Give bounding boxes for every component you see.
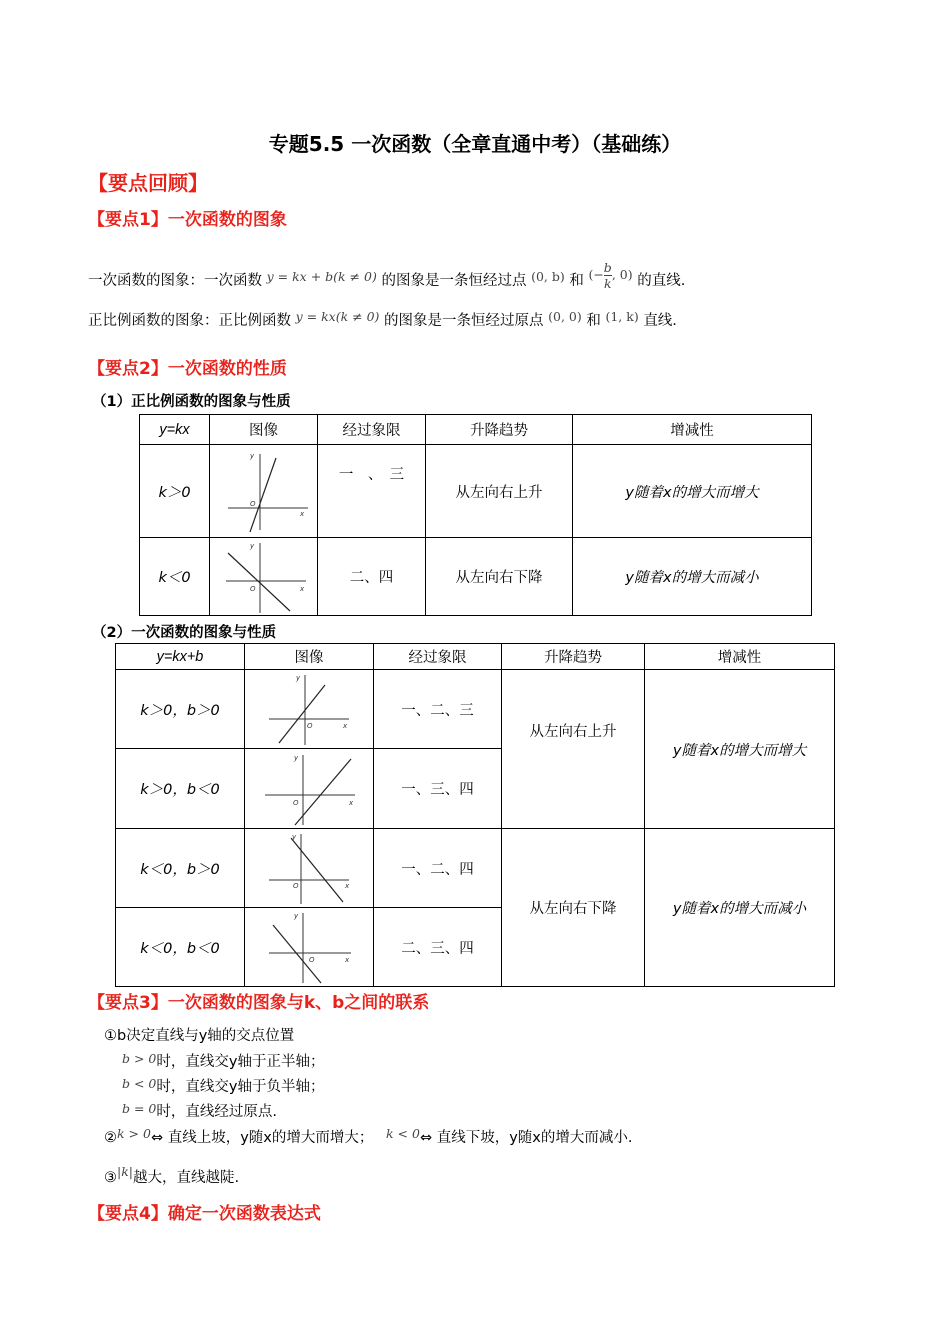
table2-header-monotonicity: 增减性	[645, 644, 835, 670]
table1-caption: （1）正比例函数的图象与性质	[92, 394, 291, 410]
b-zero-math: b = 0	[122, 1101, 157, 1116]
graph-falling-through-origin	[214, 539, 314, 615]
table1-header-trend: 升降趋势	[426, 415, 573, 445]
table2-cond-row3: k＜0，b＞0	[116, 829, 245, 908]
y-axis-label: y	[249, 541, 254, 550]
y-axis-label: y	[292, 833, 297, 841]
k-positive-math: k > 0	[117, 1126, 151, 1141]
point1-line2-mid: 的图象是一条恒经过原点	[384, 313, 544, 329]
point3-b-negative	[122, 1075, 324, 1096]
table-row	[140, 538, 812, 616]
origin-label: O	[249, 500, 256, 508]
graph-rising-through-origin	[214, 448, 314, 534]
table2-caption: （2）一次函数的图象与性质	[92, 625, 277, 641]
table2-cond-row1: k＞0，b＞0	[116, 670, 245, 749]
point3-b-positive	[122, 1050, 324, 1071]
table1-quadrants-k-negative: 二、四	[318, 538, 426, 616]
fraction-b-over-k	[604, 260, 612, 291]
table1-quadrants-k-positive: 一 、 三	[318, 445, 426, 538]
table2-graph-row4	[245, 908, 374, 987]
point3-item3	[104, 1166, 239, 1187]
origin-label: O	[309, 956, 315, 964]
table1-trend-k-negative: 从左向右下降	[426, 538, 573, 616]
table2-quadrants-row2: 一、三、四	[374, 749, 502, 829]
point1-line1-suffix: 的直线.	[637, 273, 686, 289]
table1-mono-k-negative: y随着x的增大而减小	[573, 538, 812, 616]
table1-trend-k-positive: 从左向右上升	[426, 445, 573, 538]
point3-item2	[104, 1126, 632, 1147]
item3-text: 越大，直线越陡.	[133, 1170, 240, 1186]
origin-label: O	[293, 882, 299, 890]
point4-heading: 【要点4】确定一次函数表达式	[88, 1204, 321, 1224]
table-row	[140, 445, 812, 538]
table1-header-function: y=kx	[140, 415, 210, 445]
point3-b-zero	[122, 1100, 277, 1121]
graph-line	[228, 553, 290, 611]
point1-line1	[88, 260, 686, 297]
table1-mono-k-positive: y随着x的增大而增大	[573, 445, 812, 538]
k-negative-text: ⇔ 直线下坡，y随x的增大而减小.	[419, 1130, 633, 1146]
table2-cond-row4: k＜0，b＜0	[116, 908, 245, 987]
b-negative-text: 时，直线交y轴于负半轴；	[156, 1079, 325, 1095]
point-1-k: (1, k)	[605, 309, 639, 324]
graph-line	[273, 925, 321, 983]
table1-graph-k-positive	[210, 445, 318, 538]
item2-mark: ②	[104, 1130, 117, 1146]
table2-quadrants-row1: 一、二、三	[374, 670, 502, 749]
origin-label: O	[293, 798, 299, 807]
graph-falling-positive-intercept	[259, 830, 359, 906]
x-axis-label: x	[299, 510, 304, 518]
table2-graph-row2	[245, 749, 374, 829]
y-axis-label: y	[294, 753, 299, 762]
graph-rising-positive-intercept	[259, 671, 359, 747]
table2-mono-up: y随着x的增大而增大	[645, 670, 835, 829]
table1-header-graph: 图像	[210, 415, 318, 445]
graph-line	[250, 458, 276, 532]
point2-heading: 【要点2】一次函数的性质	[88, 359, 287, 379]
origin-label: O	[307, 722, 313, 730]
table2-header-function: y=kx+b	[116, 644, 245, 670]
table1-cond-k-negative: k＜0	[140, 538, 210, 616]
table2-cond-row2: k＞0，b＜0	[116, 749, 245, 829]
table1-header-row	[140, 415, 812, 445]
x-axis-label: x	[349, 798, 354, 807]
point-0-b: (0, b)	[531, 269, 565, 284]
graph-line	[279, 685, 325, 743]
pt2-right-paren: , 0)	[611, 267, 633, 282]
linear-function-table	[115, 643, 835, 987]
table2-header-row	[116, 644, 835, 670]
y-axis-label: y	[294, 912, 299, 920]
table2-header-graph: 图像	[245, 644, 374, 670]
fraction-denominator: k	[604, 276, 612, 291]
graph-rising-negative-intercept	[259, 751, 359, 827]
b-zero-text: 时，直线经过原点.	[156, 1104, 277, 1120]
proportional-function-formula: y = kx(k ≠ 0)	[295, 309, 380, 324]
point1-line2	[88, 309, 677, 330]
page-title: 专题5.5 一次函数（全章直通中考）（基础练）	[268, 132, 682, 156]
x-axis-label: x	[345, 956, 350, 964]
table2-graph-row1	[245, 670, 374, 749]
table2-graph-row3	[245, 829, 374, 908]
point1-line2-suffix: 直线.	[643, 313, 677, 329]
proportional-function-table	[139, 414, 812, 616]
point-neg-b-over-k	[588, 260, 632, 291]
graph-falling-negative-intercept	[259, 909, 359, 985]
point3-heading: 【要点3】一次函数的图象与k、b之间的联系	[88, 993, 430, 1013]
table1-graph-k-negative	[210, 538, 318, 616]
table2-quadrants-row3: 一、二、四	[374, 829, 502, 908]
table2-mono-down: y随着x的增大而减小	[645, 829, 835, 987]
item3-mark: ③	[104, 1170, 117, 1186]
table-row	[116, 829, 835, 908]
origin-label: O	[249, 584, 256, 593]
point1-line1-mid: 的图象是一条恒经过点	[381, 273, 527, 289]
k-positive-text: ⇔ 直线上坡，y随x的增大而增大；	[150, 1130, 374, 1146]
table2-trend-up: 从左向右上升	[502, 670, 645, 829]
table1-cond-k-positive: k＞0	[140, 445, 210, 538]
abs-k-math: |k|	[117, 1164, 133, 1179]
y-axis-label: y	[249, 452, 254, 460]
point1-line1-prefix: 一次函数的图象：一次函数	[88, 273, 262, 289]
fraction-numerator: b	[603, 260, 612, 275]
point3-item1: ①b决定直线与y轴的交点位置	[104, 1028, 295, 1044]
table2-header-trend: 升降趋势	[502, 644, 645, 670]
k-negative-math: k < 0	[385, 1126, 420, 1141]
table2-quadrants-row4: 二、三、四	[374, 908, 502, 987]
point-0-0: (0, 0)	[548, 309, 582, 324]
table2-trend-down: 从左向右下降	[502, 829, 645, 987]
b-negative-math: b < 0	[122, 1076, 157, 1091]
x-axis-label: x	[343, 722, 348, 730]
table1-header-monotonicity: 增减性	[573, 415, 812, 445]
point1-line2-and: 和	[586, 313, 601, 329]
table-row	[116, 670, 835, 749]
point1-line1-and: 和	[569, 273, 584, 289]
x-axis-label: x	[299, 584, 304, 593]
table1-header-quadrants: 经过象限	[318, 415, 426, 445]
b-positive-math: b > 0	[122, 1051, 157, 1066]
table2-header-quadrants: 经过象限	[374, 644, 502, 670]
section-review-heading: 【要点回顾】	[88, 171, 208, 195]
linear-function-formula: y = kx + b(k ≠ 0)	[266, 269, 377, 284]
graph-line	[291, 838, 343, 902]
x-axis-label: x	[345, 882, 350, 890]
point1-heading: 【要点1】一次函数的图象	[88, 210, 287, 230]
point1-line2-prefix: 正比例函数的图象：正比例函数	[88, 313, 291, 329]
y-axis-label: y	[296, 674, 301, 682]
b-positive-text: 时，直线交y轴于正半轴；	[156, 1054, 325, 1070]
pt2-left-paren: (−	[588, 267, 604, 282]
